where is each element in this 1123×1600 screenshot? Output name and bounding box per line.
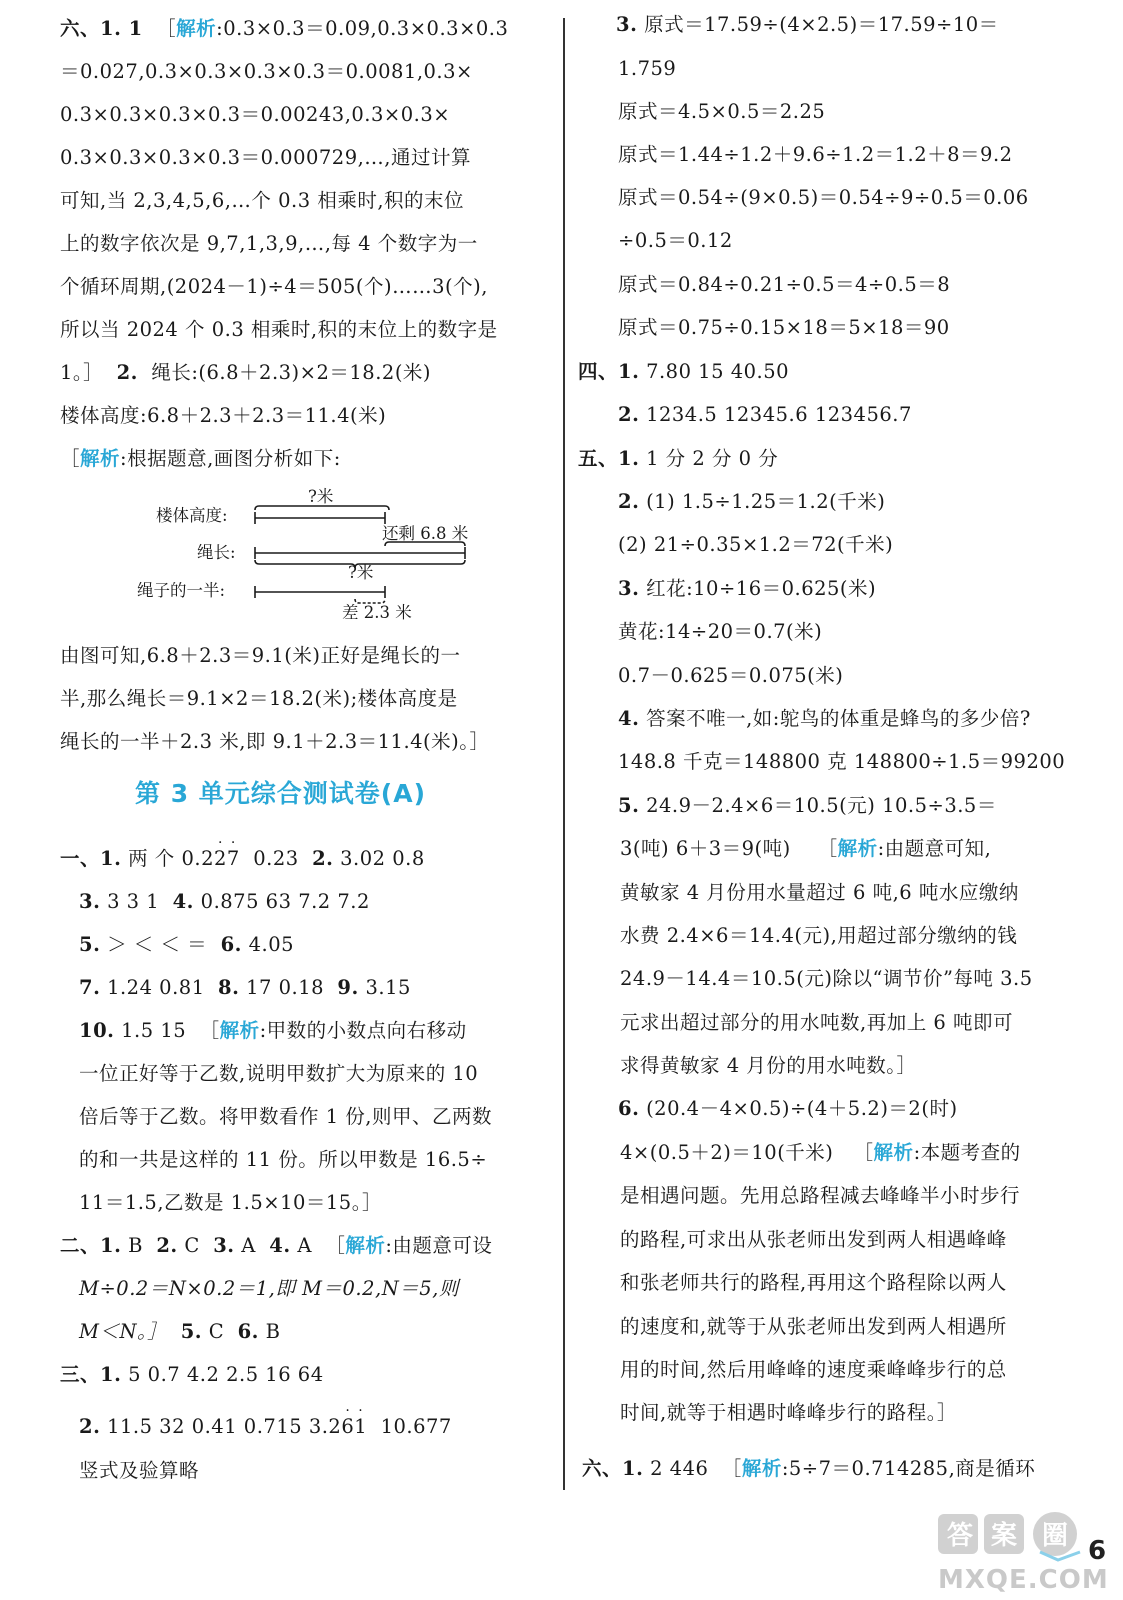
answer-line: 3(吨) 6＋3＝9(吨) ［解析:由题意可知, [620, 837, 992, 860]
answer-line: 4. 答案不唯一,如:鸵鸟的体重是蜂鸟的多少倍? [618, 707, 1031, 730]
answer-line: 11＝1.5,乙数是 1.5×10＝15。］ [79, 1191, 382, 1214]
segment-diagram-svg [245, 500, 485, 610]
watermark-logo [930, 1508, 1110, 1596]
answer-line: 4×(0.5＋2)＝10(千米) ［解析:本题考查的 [620, 1141, 1021, 1164]
answer-line: 竖式及验算略 [79, 1459, 200, 1482]
answer-line: 二、1. B 2. C 3. A 4. A ［解析:由题意可设 [60, 1234, 493, 1257]
building-height-label: 楼体高度: [156, 506, 228, 525]
answer-line: 0.3×0.3×0.3×0.3＝0.00243,0.3×0.3× [60, 103, 451, 126]
answer-line: 6. (20.4－4×0.5)÷(4＋5.2)＝2(时) [618, 1097, 958, 1120]
answer-line: 五、1. 1 分 2 分 0 分 [578, 447, 779, 470]
analysis-tag: 解析 [741, 1457, 782, 1480]
answer-line: 148.8 千克＝148800 克 148800÷1.5＝99200 [618, 750, 1066, 773]
answer-line: 水费 2.4×6＝14.4(元),用超过部分缴纳的钱 [620, 924, 1018, 947]
height-brace [255, 506, 389, 510]
answer-line: 2. 1234.5 12345.6 123456.7 [618, 403, 912, 426]
answer-line: 由图可知,6.8＋2.3＝9.1(米)正好是绳长的一 [60, 644, 461, 667]
analysis-tag: 解析 [873, 1141, 914, 1164]
answer-line: 原式＝1.44÷1.2＋9.6÷1.2＝1.2＋8＝9.2 [618, 143, 1013, 166]
repeating-digit: · 7 [226, 835, 240, 870]
answer-line: 3. 原式＝17.59÷(4×2.5)＝17.59÷10＝ [616, 13, 999, 36]
analysis-tag: 解析 [219, 1019, 260, 1042]
answer-line: 六、1. 2 446 ［解析:5÷7＝0.714285,商是循环 [582, 1457, 1036, 1480]
answer-line: 元求出超过部分的用水吨数,再加上 6 吨即可 [620, 1011, 1014, 1034]
answer-line: 原式＝0.54÷(9×0.5)＝0.54÷9÷0.5＝0.06 [618, 186, 1029, 209]
answer-line: 倍后等于乙数。将甲数看作 1 份,则甲、乙两数 [79, 1105, 493, 1128]
answer-line: 的和一共是这样的 11 份。所以甲数是 16.5÷ [79, 1148, 488, 1171]
answer-line: ［解析:根据题意,画图分析如下: [60, 447, 341, 470]
answer-line: 六、1. 1 ［解析:0.3×0.3＝0.09,0.3×0.3×0.3 [60, 17, 509, 40]
column-divider [563, 18, 565, 1490]
page-number: 6 [1088, 1536, 1107, 1566]
answer-line: 7. 1.24 0.81 8. 17 0.18 9. 3.15 [79, 976, 411, 999]
answer-line: 个循环周期,(2024－1)÷4＝505(个)……3(个), [60, 275, 488, 298]
answer-line: 可知,当 2,3,4,5,6,…个 0.3 相乘时,积的末位 [60, 189, 465, 212]
svg-text:MXQE.COM: MXQE.COM [938, 1565, 1109, 1595]
repeating-digit: · 2 [213, 835, 227, 870]
answer-line: 原式＝4.5×0.5＝2.25 [618, 100, 826, 123]
answer-line: M÷0.2＝N×0.2＝1,即 M＝0.2,N＝5,则 [79, 1277, 459, 1300]
answer-line: 原式＝0.84÷0.21÷0.5＝4÷0.5＝8 [618, 273, 951, 296]
analysis-tag: 解析 [345, 1234, 386, 1257]
repeating-digit: · 1 [354, 1403, 368, 1438]
answer-line: 半,那么绳长＝9.1×2＝18.2(米);楼体高度是 [60, 687, 458, 710]
answer-line: 四、1. 7.80 15 40.50 [578, 360, 790, 383]
half-brace [255, 560, 465, 568]
svg-text:答: 答 [946, 1521, 974, 1551]
answer-line: 上的数字依次是 9,7,1,3,9,…,每 4 个数字为一 [60, 232, 478, 255]
answer-line: 3. 红花:10÷16＝0.625(米) [618, 577, 877, 600]
analysis-tag: 解析 [176, 17, 217, 40]
difference-label: 差 2.3 米 [342, 603, 412, 622]
answer-line: 一位正好等于乙数,说明甲数扩大为原来的 10 [79, 1062, 479, 1085]
remaining-label: 还剩 6.8 米 [382, 524, 469, 543]
answer-line: 的路程,可求出从张老师出发到两人相遇峰峰 [620, 1228, 1007, 1251]
answer-line: 求得黄敏家 4 月份的用水吨数。］ [620, 1054, 917, 1077]
section-title: 第 3 单元综合测试卷(A) [135, 779, 427, 808]
analysis-tag: 解析 [837, 837, 878, 860]
answer-line: 一、1. 两 个 0.2 · 2 · 7 0.23 2. 3.02 0.8 [60, 835, 425, 870]
unknown-height-label: ?米 [308, 487, 334, 506]
answer-line: 1.759 [618, 57, 677, 80]
answer-line: ＝0.027,0.3×0.3×0.3×0.3＝0.0081,0.3× [60, 60, 473, 83]
answer-line: 1。］ 2. 绳长:(6.8＋2.3)×2＝18.2(米) [60, 361, 432, 384]
svg-text:圈: 圈 [1041, 1521, 1069, 1551]
answer-line: (2) 21÷0.35×1.2＝72(千米) [618, 533, 894, 556]
answer-line: 3. 3 3 1 4. 0.875 63 7.2 7.2 [79, 890, 370, 913]
answer-line: M＜N。］ 5. C 6. B [79, 1320, 281, 1343]
answer-line: ÷0.5＝0.12 [618, 229, 733, 252]
answer-line: 所以当 2024 个 0.3 相乘时,积的末位上的数字是 [60, 318, 498, 341]
half-rope-label: 绳子的一半: [137, 581, 226, 600]
repeating-digit: · 6 [341, 1403, 355, 1438]
answer-line: 2. 11.5 32 0.41 0.715 3.2 · 6 · 1 10.677 [79, 1403, 452, 1438]
answer-line: 5. ＞ ＜ ＜ ＝ 6. 4.05 [79, 933, 295, 956]
rope-length-label: 绳长: [197, 543, 236, 562]
answer-line: 和张老师共行的路程,再用这个路程除以两人 [620, 1271, 1007, 1294]
answer-line: 黄花:14÷20＝0.7(米) [618, 620, 823, 643]
answer-line: 三、1. 5 0.7 4.2 2.5 16 64 [60, 1363, 324, 1386]
answer-line: 5. 24.9－2.4×6＝10.5(元) 10.5÷3.5＝ [618, 794, 997, 817]
answer-line: 2. (1) 1.5÷1.25＝1.2(千米) [618, 490, 886, 513]
difference-brace [355, 599, 385, 603]
analysis-tag: 解析 [80, 447, 121, 470]
answer-line: 时间,就等于相遇时峰峰步行的路程。］ [620, 1401, 957, 1424]
answer-line: 绳长的一半＋2.3 米,即 9.1＋2.3＝11.4(米)。］ [60, 730, 490, 753]
answer-line: 10. 1.5 15 ［解析:甲数的小数点向右移动 [79, 1019, 467, 1042]
svg-text:案: 案 [990, 1521, 1018, 1551]
unknown-half-label: ?米 [348, 563, 374, 582]
answer-line: 是相遇问题。先用总路程减去峰峰半小时步行 [620, 1184, 1021, 1207]
answer-line: 的速度和,就等于从张老师出发到两人相遇所 [620, 1315, 1007, 1338]
answer-line: 用的时间,然后用峰峰的速度乘峰峰步行的总 [620, 1358, 1007, 1381]
remain-brace [385, 542, 465, 546]
answer-line: 0.3×0.3×0.3×0.3＝0.000729,…,通过计算 [60, 146, 472, 169]
answer-line: 楼体高度:6.8＋2.3＋2.3＝11.4(米) [60, 404, 387, 427]
answer-line: 原式＝0.75÷0.15×18＝5×18＝90 [618, 316, 950, 339]
answer-line: 0.7－0.625＝0.075(米) [618, 664, 844, 687]
answer-line: 24.9－14.4＝10.5(元)除以“调节价”每吨 3.5 [620, 967, 1033, 990]
answer-line: 黄敏家 4 月份用水量超过 6 吨,6 吨水应缴纳 [620, 881, 1019, 904]
